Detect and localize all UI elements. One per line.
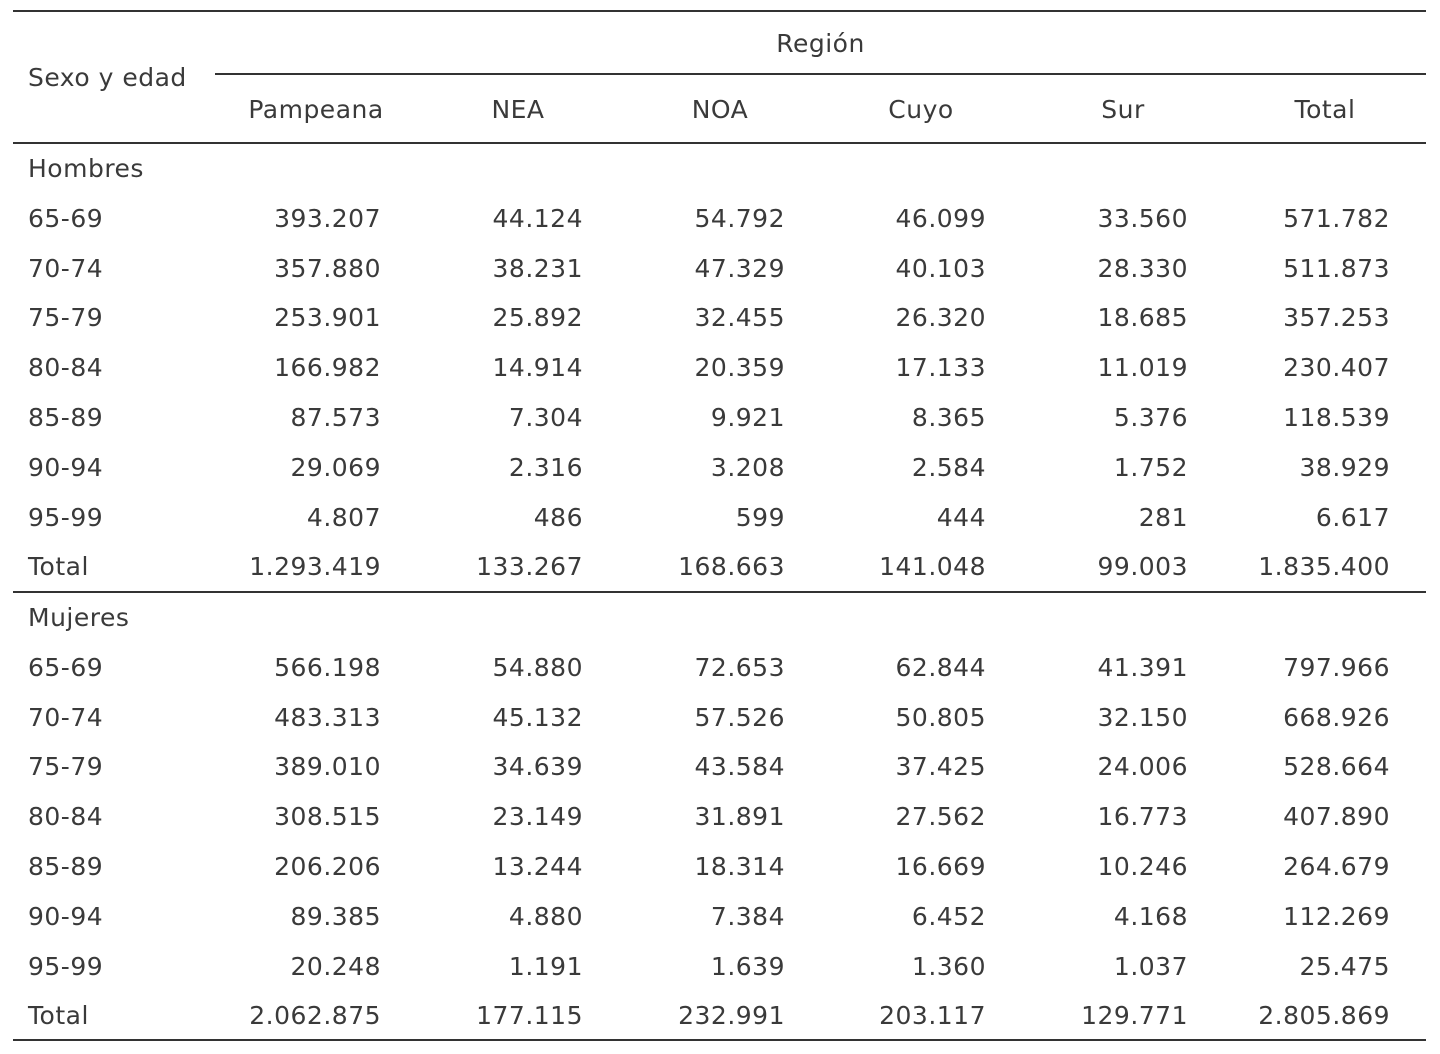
table-cell: 24.006: [1097, 752, 1188, 782]
table-cell: 357.880: [274, 253, 381, 283]
table-cell: 31.891: [694, 802, 785, 832]
table-cell: 2.805.869: [1258, 1001, 1390, 1031]
table-cell: 62.844: [895, 652, 986, 682]
row-label: 95-99: [28, 951, 104, 981]
table-cell: 37.425: [895, 752, 986, 782]
table-cell: 571.782: [1283, 203, 1390, 233]
table-cell: 41.391: [1097, 652, 1188, 682]
header-rule: [13, 142, 1426, 144]
table-cell: 203.117: [879, 1001, 986, 1031]
table-cell: 1.752: [1113, 452, 1188, 482]
table-cell: 444: [936, 502, 986, 532]
table-cell: 357.253: [1283, 303, 1390, 333]
table-cell: 54.792: [694, 203, 785, 233]
table-cell: 16.669: [895, 852, 986, 881]
column-header: Total: [1294, 95, 1356, 124]
table-cell: 4.168: [1113, 901, 1188, 931]
table-cell: 133.267: [476, 552, 583, 582]
row-label: 70-74: [28, 253, 104, 283]
row-label: 65-69: [28, 652, 104, 682]
table-cell: 797.966: [1283, 652, 1390, 682]
table-cell: 47.329: [694, 253, 785, 283]
table-cell: 6.617: [1315, 502, 1390, 532]
table-cell: 483.313: [274, 702, 381, 732]
column-header: Pampeana: [248, 95, 384, 124]
top-rule: [13, 10, 1426, 12]
table-cell: 511.873: [1283, 253, 1390, 283]
region-group-label: Región: [776, 29, 865, 58]
table-cell: 8.365: [911, 403, 986, 432]
table-cell: 54.880: [492, 652, 583, 682]
table-cell: 26.320: [895, 303, 986, 333]
table-cell: 389.010: [274, 752, 381, 782]
table-cell: 1.360: [911, 951, 986, 981]
section-title: Hombres: [28, 154, 144, 183]
section-title: Mujeres: [28, 603, 130, 632]
table-cell: 264.679: [1283, 852, 1390, 881]
column-header: NEA: [491, 95, 545, 124]
row-label: 90-94: [28, 901, 104, 931]
table-cell: 40.103: [895, 253, 986, 283]
table-cell: 20.248: [290, 951, 381, 981]
table-cell: 43.584: [694, 752, 785, 782]
table-cell: 1.037: [1113, 951, 1188, 981]
table-cell: 5.376: [1113, 403, 1188, 432]
table-cell: 14.914: [492, 353, 583, 383]
table-cell: 528.664: [1283, 752, 1390, 782]
column-header: Cuyo: [888, 95, 954, 124]
row-label: 90-94: [28, 452, 104, 482]
table-cell: 1.293.419: [249, 552, 381, 582]
table-cell: 57.526: [694, 702, 785, 732]
table-cell: 9.921: [710, 403, 785, 432]
table-cell: 393.207: [274, 203, 381, 233]
table-cell: 486: [533, 502, 583, 532]
table-cell: 18.685: [1097, 303, 1188, 333]
table-cell: 72.653: [694, 652, 785, 682]
table-cell: 407.890: [1283, 802, 1390, 832]
table-cell: 668.926: [1283, 702, 1390, 732]
table-cell: 50.805: [895, 702, 986, 732]
table-cell: 29.069: [290, 452, 381, 482]
row-label: 65-69: [28, 203, 104, 233]
table-cell: 308.515: [274, 802, 381, 832]
table-cell: 20.359: [694, 353, 785, 383]
table-cell: 28.330: [1097, 253, 1188, 283]
table-cell: 32.455: [694, 303, 785, 333]
table-cell: 11.019: [1097, 353, 1188, 383]
table-cell: 253.901: [274, 303, 381, 333]
table-cell: 2.062.875: [249, 1001, 381, 1031]
row-label: Total: [28, 1001, 89, 1031]
table-cell: 46.099: [895, 203, 986, 233]
table-cell: 7.304: [508, 403, 583, 432]
table-cell: 25.475: [1299, 951, 1390, 981]
table-cell: 168.663: [678, 552, 785, 582]
table-cell: 18.314: [694, 852, 785, 881]
table-cell: 87.573: [290, 403, 381, 432]
table-cell: 599: [735, 502, 785, 532]
table-cell: 2.584: [911, 452, 986, 482]
table-cell: 141.048: [879, 552, 986, 582]
table-cell: 89.385: [290, 901, 381, 931]
table-cell: 38.929: [1299, 452, 1390, 482]
table-cell: 99.003: [1097, 552, 1188, 582]
row-label: 85-89: [28, 403, 104, 432]
table-cell: 4.880: [508, 901, 583, 931]
table-cell: 38.231: [492, 253, 583, 283]
table-cell: 1.639: [710, 951, 785, 981]
table-cell: 44.124: [492, 203, 583, 233]
table-cell: 177.115: [476, 1001, 583, 1031]
table-cell: 232.991: [678, 1001, 785, 1031]
table-cell: 13.244: [492, 852, 583, 881]
table-cell: 45.132: [492, 702, 583, 732]
row-label: 85-89: [28, 852, 104, 881]
table-cell: 3.208: [710, 452, 785, 482]
table-cell: 281: [1138, 502, 1188, 532]
table-cell: 17.133: [895, 353, 986, 383]
column-header: Sur: [1101, 95, 1145, 124]
table-cell: 1.191: [508, 951, 583, 981]
table-cell: 33.560: [1097, 203, 1188, 233]
table-cell: 129.771: [1081, 1001, 1188, 1031]
table-cell: 2.316: [508, 452, 583, 482]
table-cell: 25.892: [492, 303, 583, 333]
table-cell: 16.773: [1097, 802, 1188, 832]
row-header-label: Sexo y edad: [28, 63, 187, 92]
table-cell: 230.407: [1283, 353, 1390, 383]
table-cell: 118.539: [1283, 403, 1390, 432]
table-cell: 10.246: [1097, 852, 1188, 881]
table-cell: 206.206: [274, 852, 381, 881]
table-cell: 1.835.400: [1258, 552, 1390, 582]
table-cell: 7.384: [710, 901, 785, 931]
table-cell: 4.807: [306, 502, 381, 532]
table-cell: 166.982: [274, 353, 381, 383]
row-label: 75-79: [28, 303, 104, 333]
table-cell: 32.150: [1097, 702, 1188, 732]
row-label: Total: [28, 552, 89, 582]
table-cell: 23.149: [492, 802, 583, 832]
table-cell: 112.269: [1283, 901, 1390, 931]
row-label: 95-99: [28, 502, 104, 532]
row-label: 70-74: [28, 702, 104, 732]
column-header: NOA: [691, 95, 749, 124]
table-cell: 27.562: [895, 802, 986, 832]
table-cell: 34.639: [492, 752, 583, 782]
row-label: 80-84: [28, 802, 104, 832]
region-rule: [215, 73, 1426, 75]
table-cell: 6.452: [911, 901, 986, 931]
table-cell: 566.198: [274, 652, 381, 682]
row-label: 80-84: [28, 353, 104, 383]
row-label: 75-79: [28, 752, 104, 782]
